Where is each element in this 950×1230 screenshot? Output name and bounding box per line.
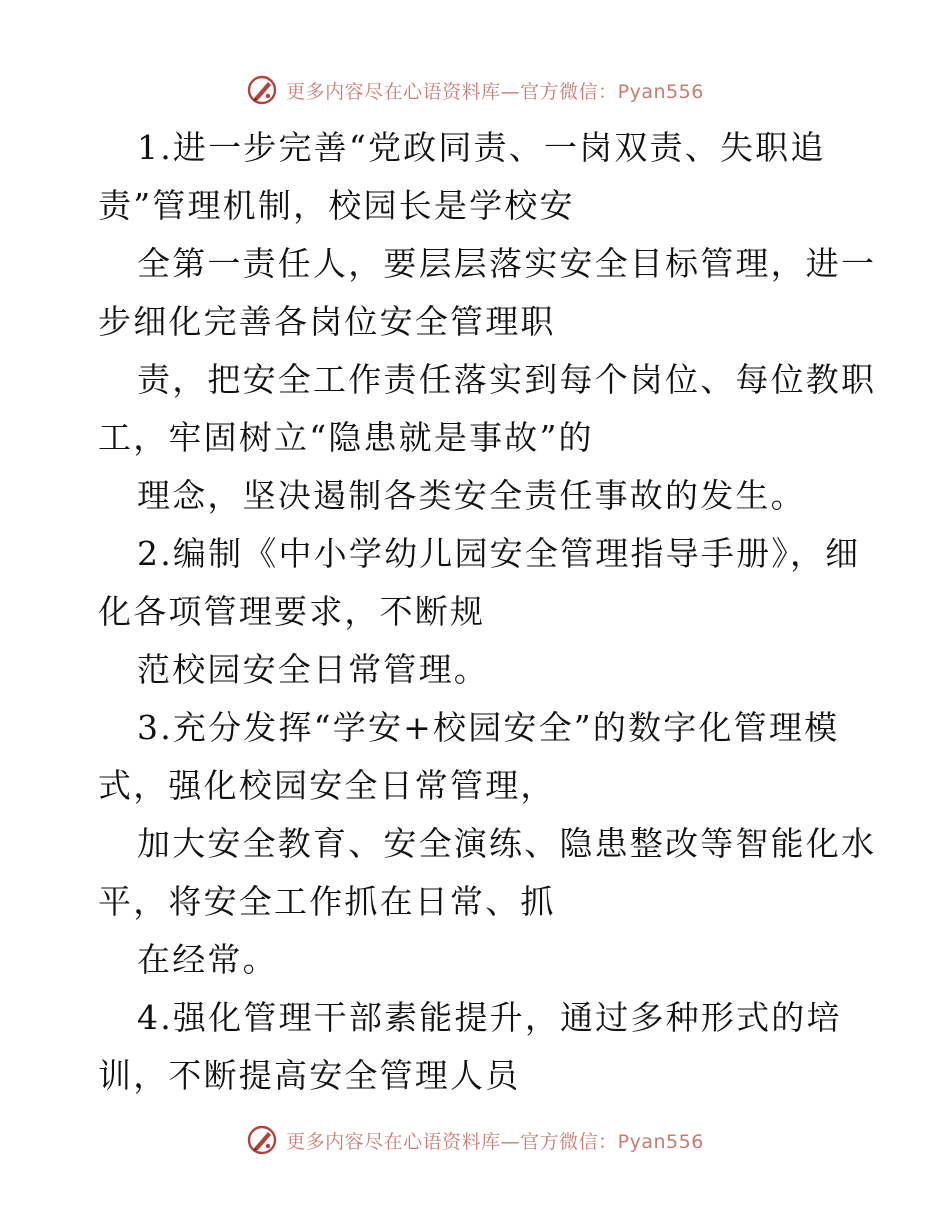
- header-banner-text: 更多内容尽在心语资料库—官方微信：Pyan556: [286, 80, 704, 103]
- header-banner: [0, 70, 950, 110]
- text-line: 4.强化管理干部素能提升，通过多种形式的培: [137, 998, 842, 1037]
- text-line: 步细化完善各岗位安全管理职: [98, 302, 556, 341]
- pen-logo-icon: [246, 1124, 278, 1156]
- text-line: 平，将安全工作抓在日常、抓: [98, 882, 556, 921]
- text-line: 2.编制《中小学幼儿园安全管理指导手册》，细: [137, 534, 861, 573]
- text-line: 工，牢固树立“隐患就是事故”的: [98, 418, 594, 457]
- footer-banner-text: 更多内容尽在心语资料库—官方微信：Pyan556: [286, 1130, 704, 1153]
- footer-banner: [0, 1120, 950, 1160]
- pen-logo-icon: [246, 74, 278, 106]
- text-line: 在经常。: [137, 940, 278, 979]
- text-line: 责”管理机制，校园长是学校安: [98, 186, 575, 225]
- text-line: 化各项管理要求，不断规: [98, 592, 486, 631]
- text-line: 加大安全教育、安全演练、隐患整改等智能化水: [137, 824, 877, 863]
- text-line: 式，强化校园安全日常管理，: [98, 766, 556, 805]
- text-line: 3.充分发挥“学安+校园安全”的数字化管理模: [137, 708, 840, 747]
- text-line: 责，把安全工作责任落实到每个岗位、每位教职: [137, 360, 877, 399]
- text-line: 全第一责任人，要层层落实安全目标管理，进一: [137, 244, 877, 283]
- text-line: 训，不断提高安全管理人员: [98, 1056, 521, 1095]
- text-line: 范校园安全日常管理。: [137, 650, 489, 689]
- text-line: 理念，坚决遏制各类安全责任事故的发生。: [137, 476, 806, 515]
- text-line: 1.进一步完善“党政同责、一岗双责、失职追: [137, 128, 826, 167]
